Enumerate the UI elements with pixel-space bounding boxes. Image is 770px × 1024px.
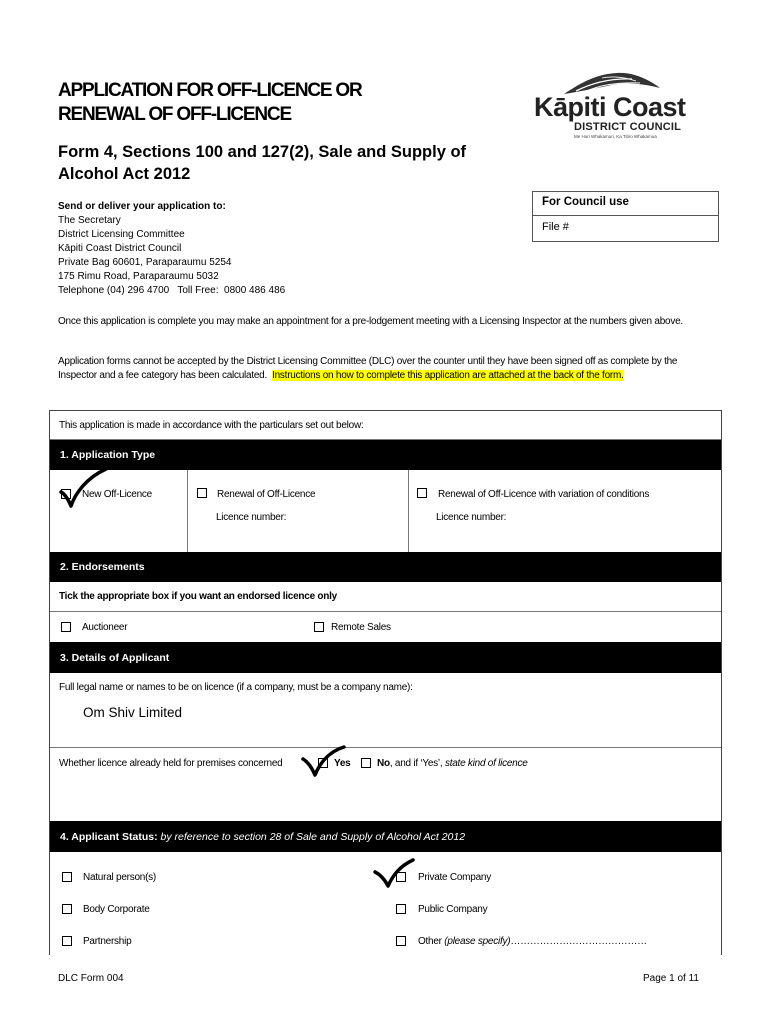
section-4-title: 4. Applicant Status: — [60, 830, 158, 843]
endorsement-instruction: Tick the appropriate box if you want an endorsed licence only — [59, 591, 337, 602]
title-line-1: APPLICATION FOR OFF-LICENCE OR — [58, 80, 362, 101]
title-line-2: RENEWAL OF OFF-LICENCE — [58, 104, 291, 125]
no-label: No — [377, 758, 390, 769]
licence-held-yes-label: Yes — [334, 758, 351, 769]
kind-text: , and if ‘Yes’, — [389, 758, 445, 769]
acceptance-paragraph — [58, 355, 708, 383]
section-4-reference: by reference to section 28 of Sale and Supply of Alcohol Act 2012 — [160, 830, 466, 843]
licence-held-row — [50, 748, 721, 821]
form-title — [58, 79, 478, 127]
natural-person-label: Natural person(s) — [83, 872, 157, 883]
new-off-licence-check-mark-icon — [58, 466, 110, 512]
endorsement-instruction-row — [50, 582, 721, 612]
address-line: Telephone (04) 296 4700 Toll Free: 0800 486 486 — [58, 285, 286, 296]
page-number: Page 1 of 11 — [643, 973, 699, 984]
other-label — [418, 936, 647, 947]
send-to-address — [58, 200, 285, 298]
licence-held-label: Whether licence already held for premises concerned — [59, 758, 283, 769]
logo-council: DISTRICT COUNCIL — [574, 121, 682, 133]
logo-tagline: Me Huri Whakamuri, Ka Titiro Whakamua — [574, 134, 657, 139]
renewal-variation-label: Renewal of Off-Licence with variation of conditions — [438, 489, 650, 500]
private-company-label: Private Company — [418, 872, 491, 883]
public-company-label: Public Company — [418, 904, 488, 915]
applicant-name-value[interactable]: Om Shiv Limited — [83, 705, 183, 720]
other-checkbox[interactable] — [396, 936, 406, 946]
new-off-licence-label: New Off-Licence — [82, 489, 152, 500]
body-corporate-label: Body Corporate — [83, 904, 150, 915]
applicant-name-row — [50, 673, 721, 748]
send-heading: Send or deliver your application to: — [58, 201, 226, 212]
licence-held-no-text — [377, 758, 528, 769]
file-number-field[interactable]: File # — [542, 221, 569, 233]
partnership-checkbox[interactable] — [62, 936, 72, 946]
licence-held-no-checkbox[interactable] — [361, 758, 371, 768]
intro-text: This application is made in accordance with the particulars set out below: — [59, 420, 364, 431]
logo-name: Kāpiti Coast — [534, 92, 686, 122]
instructions-highlight: Instructions on how to complete this application are attached at the back of the form. — [272, 370, 624, 381]
section-2-heading: 2. Endorsements — [50, 552, 721, 582]
licence-number-label: Licence number: — [216, 512, 287, 523]
subtitle-line-2: Alcohol Act 2012 — [58, 165, 191, 183]
pre-lodgement-paragraph: Once this application is complete you may make an appointment for a pre-lodgement meeting with a Licensing Inspector at the numbers given above. — [58, 316, 683, 327]
remote-sales-checkbox[interactable] — [314, 622, 324, 632]
address-line: District Licensing Committee — [58, 229, 185, 240]
section-1-heading: 1. Application Type — [50, 440, 721, 470]
column-divider — [187, 470, 188, 552]
licence-number-label: Licence number: — [436, 512, 507, 523]
other-text: Other — [418, 936, 445, 947]
form-code: DLC Form 004 — [58, 973, 124, 984]
kind-italic: state kind of licence — [444, 758, 528, 769]
column-divider — [408, 470, 409, 552]
council-use-heading: For Council use — [533, 192, 718, 216]
remote-sales-label: Remote Sales — [331, 622, 391, 633]
public-company-checkbox[interactable] — [396, 904, 406, 914]
address-line: Kāpiti Coast District Council — [58, 243, 182, 254]
other-dots: …………………………………… — [510, 936, 647, 947]
auctioneer-label: Auctioneer — [82, 622, 128, 633]
applicant-name-label: Full legal name or names to be on licence (if a company, must be a company name): — [59, 682, 413, 693]
body-corporate-checkbox[interactable] — [62, 904, 72, 914]
renewal-variation-checkbox[interactable] — [417, 488, 427, 498]
other-specify: (please specify) — [444, 936, 511, 947]
natural-person-checkbox[interactable] — [62, 872, 72, 882]
acceptance-text: Application forms cannot be accepted by the District Licensing Committee (DLC) over the counter until they have been signed off as complete by the Inspector and a fee category has been calculated. — [58, 356, 680, 381]
endorsement-options-row — [50, 612, 721, 642]
council-logo — [532, 70, 692, 148]
council-use-box — [532, 191, 719, 242]
section-4-heading — [50, 821, 721, 852]
application-type-row — [50, 470, 721, 552]
address-line: The Secretary — [58, 215, 121, 226]
partnership-label: Partnership — [83, 936, 132, 947]
intro-row — [50, 411, 721, 440]
auctioneer-checkbox[interactable] — [61, 622, 71, 632]
renewal-checkbox[interactable] — [197, 488, 207, 498]
renewal-label: Renewal of Off-Licence — [217, 489, 316, 500]
section-3-heading: 3. Details of Applicant — [50, 642, 721, 673]
private-company-check-mark-icon — [372, 858, 416, 890]
licence-held-yes-check-mark-icon — [300, 745, 348, 779]
address-line: 175 Rimu Road, Paraparaumu 5032 — [58, 271, 219, 282]
subtitle-line-1: Form 4, Sections 100 and 127(2), Sale and Supply of — [58, 143, 467, 161]
address-line: Private Bag 60601, Paraparaumu 5254 — [58, 257, 232, 268]
form-subtitle — [58, 141, 528, 185]
